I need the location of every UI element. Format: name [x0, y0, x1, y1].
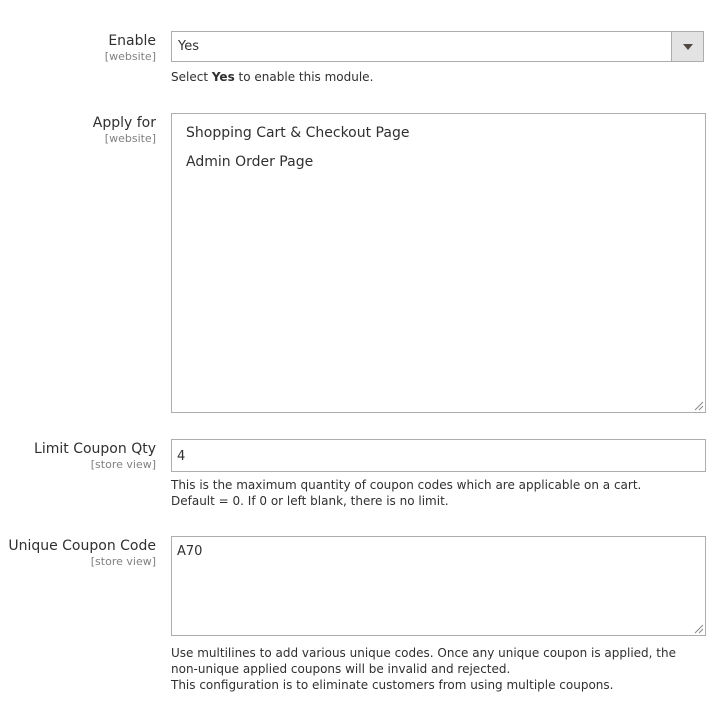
enable-note [171, 69, 691, 85]
enable-scope: [website] [104, 50, 156, 63]
apply-for-scope: [website] [104, 132, 156, 145]
apply-for-option-admin-order[interactable]: Admin Order Page [186, 154, 314, 170]
enable-note-bold: Yes [211, 70, 235, 84]
apply-for-multiselect[interactable] [171, 113, 706, 413]
apply-for-option-shopping-cart[interactable]: Shopping Cart & Checkout Page [186, 125, 410, 141]
limit-coupon-qty-input[interactable] [171, 439, 706, 472]
unique-coupon-code-value: A70 [177, 544, 203, 559]
limit-coupon-qty-scope: [store view] [90, 458, 156, 471]
resize-handle-icon[interactable] [694, 624, 704, 634]
limit-coupon-qty-value: 4 [177, 449, 186, 464]
resize-handle-icon[interactable] [694, 401, 704, 411]
enable-select-arrow-button[interactable] [671, 32, 703, 61]
unique-coupon-code-label: Unique Coupon Code [8, 538, 156, 554]
enable-note-suffix: to enable this module. [234, 70, 374, 84]
unique-coupon-code-scope: [store view] [90, 555, 156, 568]
unique-coupon-code-textarea[interactable] [171, 536, 706, 636]
limit-coupon-qty-note-1: This is the maximum quantity of coupon codes which are applicable on a cart. [171, 478, 642, 492]
enable-select[interactable] [171, 31, 704, 62]
enable-note-prefix: Select [171, 70, 212, 84]
limit-coupon-qty-note-2: Default = 0. If 0 or left blank, there is no limit. [171, 494, 449, 508]
unique-coupon-code-note-2: This configuration is to eliminate customers from using multiple coupons. [171, 678, 614, 692]
enable-select-value: Yes [178, 39, 199, 54]
unique-coupon-code-note-1: Use multilines to add various unique codes. Once any unique coupon is applied, the non-unique applied coupons will be invalid and rejected. [171, 646, 676, 676]
enable-label: Enable [108, 33, 156, 49]
apply-for-label: Apply for [92, 115, 156, 131]
chevron-down-icon [683, 44, 693, 50]
limit-coupon-qty-label: Limit Coupon Qty [34, 441, 156, 457]
